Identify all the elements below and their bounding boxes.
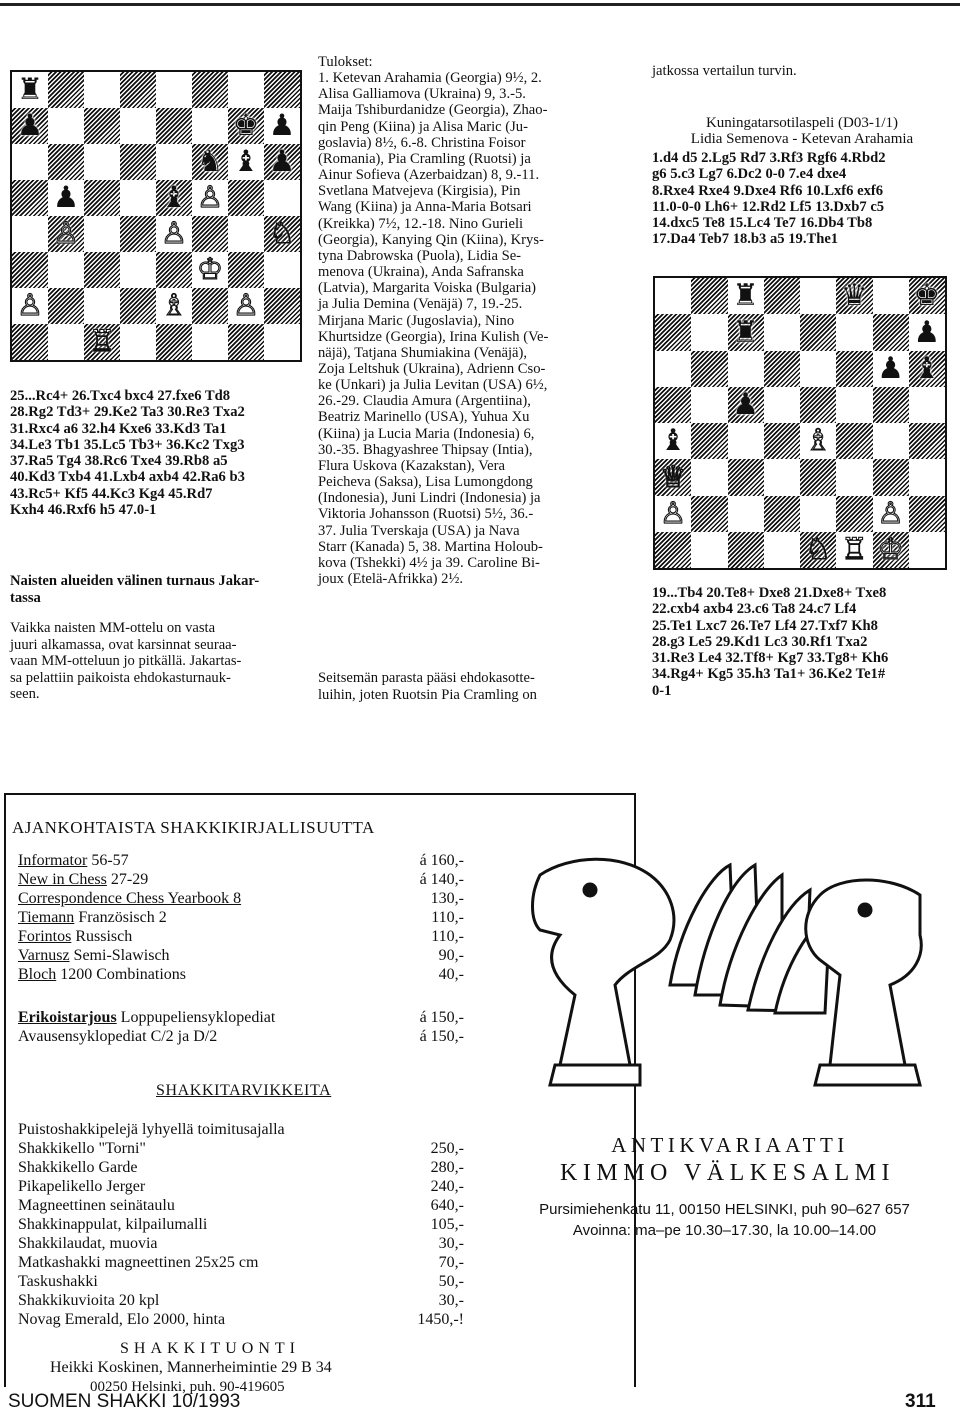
- book-price: 90,-: [438, 947, 464, 964]
- white-knight-icon: ♘: [804, 532, 832, 568]
- move-line: 14.dxc5 Te8 15.Lc4 Te7 16.Db4 Tb8: [652, 215, 873, 232]
- board-square: [264, 324, 300, 360]
- white-pawn-icon: ♙: [659, 495, 687, 531]
- board-square: [12, 252, 48, 288]
- board-square: [691, 496, 727, 532]
- board-square: [728, 423, 764, 459]
- board-square: [156, 288, 192, 324]
- body-line: sa pelattiin paikoista ehdokasturnauk-: [10, 669, 231, 686]
- closing-line: Seitsemän parasta pääsi ehdokasotte-: [318, 670, 535, 686]
- board-square: [48, 144, 84, 180]
- move-line: 28.g3 Le5 29.Kd1 Lc3 30.Rf1 Txa2: [652, 633, 868, 650]
- body-line: seen.: [10, 686, 40, 703]
- move-line: 19...Tb4 20.Te8+ Dxe8 21.Dxe8+ Txe8: [652, 585, 887, 601]
- move-line: 40.Kd3 Txb4 41.Lxb4 axb4 42.Ra6 b3: [10, 469, 245, 486]
- results-line: Starr (Kanada) 5, 38. Martina Holoub-: [318, 538, 543, 555]
- antikvariaatti-owner: KIMMO VÄLKESALMI: [560, 1160, 895, 1186]
- board-square: [800, 278, 836, 314]
- board-square: [120, 252, 156, 288]
- move-line: 43.Rc5+ Kf5 44.Kc3 Kg4 45.Rd7: [10, 485, 213, 502]
- board-square: [764, 532, 800, 568]
- board-square: [48, 180, 84, 216]
- book-price: 40,-: [438, 966, 464, 983]
- encyclo-row: Erikoistarjous Loppupeliensyklopediat: [18, 1009, 276, 1026]
- results-line: 37. Julia Tverskaja (USA) ja Nava: [318, 522, 520, 539]
- black-bishop-icon: ♝: [232, 144, 260, 179]
- results-line: (Georgia), Kanying Qin (Kiina), Krys-: [318, 231, 544, 248]
- move-line: 22.cxb4 axb4 23.c6 Ta8 24.c7 Lf4: [652, 601, 857, 618]
- board-square: [873, 423, 909, 459]
- board-square: [836, 314, 872, 350]
- black-rook-icon: ♜: [732, 314, 759, 350]
- board-square: [728, 278, 764, 314]
- black-rook-icon: ♜: [16, 72, 44, 107]
- board-square: [156, 144, 192, 180]
- board-square: [228, 324, 264, 360]
- book-price: á 160,-: [419, 852, 464, 869]
- game-players: Lidia Semenova - Ketevan Arahamia: [690, 131, 914, 148]
- board-square: [728, 314, 764, 350]
- equipment-price: 250,-: [430, 1140, 464, 1157]
- move-line: 17.Da4 Teb7 18.b3 a5 19.The1: [652, 231, 839, 248]
- board-square: [12, 72, 48, 108]
- book-row: Informator 56-57: [18, 852, 129, 869]
- journal-name: SUOMEN SHAKKI 10/1993: [8, 1391, 241, 1412]
- results-line: 30.-35. Bhagyashree Thipsay (Intia),: [318, 441, 533, 458]
- equipment-row: Shakkikuvioita 20 kpl: [18, 1292, 160, 1309]
- white-king-icon: ♔: [196, 252, 224, 287]
- board-square: [800, 351, 836, 387]
- white-king-icon: ♔: [877, 532, 904, 568]
- closing-paragraph: [318, 670, 632, 703]
- shop-title: SHAKKITUONTI: [120, 1340, 300, 1357]
- white-pawn-icon: ♙: [160, 216, 188, 251]
- board-square: [691, 387, 727, 423]
- board-square: [764, 387, 800, 423]
- white-rook-icon: ♖: [88, 324, 116, 359]
- board-square: [691, 314, 727, 350]
- white-bishop-icon: ♗: [804, 423, 832, 459]
- board-square: [655, 423, 691, 459]
- move-line: 1.d4 d5 2.Lg5 Rd7 3.Rf3 Rgf6 4.Rbd2: [652, 150, 886, 166]
- black-pawn-icon: ♟: [16, 108, 44, 143]
- results-line: Peicheva (Saksa), Lisa Lumongdong: [318, 474, 533, 491]
- black-pawn-icon: ♟: [268, 108, 296, 143]
- results-line: qin Peng (Kiina) ja Alisa Maric (Ju-: [318, 118, 528, 135]
- equipment-price: 30,-: [438, 1235, 464, 1252]
- white-pawn-icon: ♙: [196, 180, 224, 215]
- board-square: [84, 288, 120, 324]
- antikvariaatti-hours: Avoinna: ma–pe 10.30–17.30, la 10.00–14.00: [572, 1222, 877, 1239]
- board-square: [264, 72, 300, 108]
- encyclo-price: á 150,-: [419, 1009, 464, 1026]
- board-square: [192, 180, 228, 216]
- equipment-row: Shakkinappulat, kilpailumalli: [18, 1216, 208, 1233]
- move-line: Kxh4 46.Rxf6 h5 47.0-1: [10, 502, 157, 519]
- board-square: [228, 108, 264, 144]
- equipment-price: 50,-: [438, 1273, 464, 1290]
- heading-line: Naisten alueiden välinen turnaus Jakar-: [10, 573, 260, 589]
- board-square: [192, 108, 228, 144]
- board-square: [156, 216, 192, 252]
- board-square: [156, 180, 192, 216]
- board-square: [764, 496, 800, 532]
- board-square: [264, 288, 300, 324]
- equipment-row: Novag Emerald, Elo 2000, hinta: [18, 1311, 226, 1328]
- board-square: [12, 216, 48, 252]
- board-square: [264, 144, 300, 180]
- book-row: New in Chess 27-29: [18, 871, 149, 888]
- board-square: [691, 278, 727, 314]
- board-square: [120, 324, 156, 360]
- shop-phone: 00250 Helsinki, puh. 90-419605: [90, 1379, 285, 1395]
- equipment-row: Shakkikello Garde: [18, 1159, 138, 1176]
- top-rule: [0, 3, 960, 6]
- results-line: Maija Tshiburdanidze (Georgia), Zhao-: [318, 102, 548, 119]
- board-square: [728, 351, 764, 387]
- black-pawn-icon: ♟: [268, 144, 296, 179]
- board-square: [264, 180, 300, 216]
- results-line: näjä), Tatjana Shumiakina (Venäjä),: [318, 344, 528, 361]
- white-queen-icon: ♕: [659, 459, 687, 495]
- board-square: [48, 288, 84, 324]
- body-line: vaan MM-otteluun jo pitkällä. Jakartas-: [10, 653, 242, 670]
- results-line: (Kreikka) 7½, 12.-18. Nino Gurieli: [318, 215, 524, 232]
- board-square: [655, 314, 691, 350]
- board-square: [156, 72, 192, 108]
- results-line: Beatriz Marinello (USA), Yuhua Xu: [318, 409, 530, 426]
- board-square: [12, 108, 48, 144]
- book-price: á 140,-: [419, 871, 464, 888]
- intro-paragraph: [10, 620, 310, 703]
- board-square: [728, 387, 764, 423]
- move-line: 34.Rg4+ Kg5 35.h3 Ta1+ 36.Ke2 Te1#: [652, 666, 886, 683]
- game-title: [652, 115, 952, 147]
- book-row: Bloch 1200 Combinations: [18, 966, 186, 983]
- book-price: 110,-: [431, 909, 464, 926]
- board-square: [655, 496, 691, 532]
- board-square: [909, 314, 945, 350]
- white-pawn-icon: ♙: [232, 288, 260, 323]
- board-square: [120, 72, 156, 108]
- closing-line: luihin, joten Ruotsin Pia Cramling on: [318, 686, 537, 703]
- black-pawn-icon: ♟: [52, 180, 80, 215]
- book-price: 110,-: [431, 928, 464, 945]
- board-square: [192, 288, 228, 324]
- board-square: [12, 144, 48, 180]
- book-row: Varnusz Semi-Slawisch: [18, 947, 170, 964]
- white-pawn-icon: ♙: [16, 288, 44, 323]
- board-square: [691, 423, 727, 459]
- board-square: [192, 144, 228, 180]
- board-square: [655, 278, 691, 314]
- board-square: [836, 351, 872, 387]
- board-square: [764, 459, 800, 495]
- board-square: [800, 423, 836, 459]
- results-line: Zoja Leltshuk (Ukraina), Adrienn Cso-: [318, 360, 546, 377]
- results-line: Svetlana Matvejeva (Kirgisia), Pin: [318, 183, 521, 200]
- board-square: [909, 459, 945, 495]
- knight-left-icon: [533, 859, 674, 1085]
- results-line: menova (Ukraina), Anda Safranska: [318, 264, 524, 281]
- results-line: Khurtsidze (Georgia), Irina Kulish (Ve-: [318, 328, 549, 345]
- board-square: [800, 496, 836, 532]
- results-line: tyna Dabrowska (Puola), Lidia Se-: [318, 247, 522, 264]
- board-square: [728, 496, 764, 532]
- results-line: kova (Tshekki) 4½ ja 39. Caroline Bi-: [318, 554, 540, 571]
- chess-pieces-illustration: [520, 835, 940, 1120]
- board-square: [836, 532, 872, 568]
- board-square: [764, 351, 800, 387]
- results-line: 1. Ketevan Arahamia (Georgia) 9½, 2.: [318, 70, 542, 87]
- equipment-row: Shakkikello "Torni": [18, 1140, 146, 1157]
- move-line: 8.Rxe4 Rxe4 9.Dxe4 Rf6 10.Lxf6 exf6: [652, 182, 884, 199]
- board-square: [728, 532, 764, 568]
- move-line: 25...Rc4+ 26.Txc4 bxc4 27.fxe6 Td8: [10, 388, 231, 404]
- game-moves-2: [652, 150, 957, 248]
- equipment-title: SHAKKITARVIKKEITA: [156, 1082, 332, 1099]
- white-pawn-icon: ♙: [52, 216, 80, 251]
- book-row: Tiemann Französisch 2: [18, 909, 167, 926]
- equipment-row: Magneettinen seinätaulu: [18, 1197, 175, 1214]
- black-king-icon: ♚: [232, 108, 260, 143]
- board-square: [836, 423, 872, 459]
- board-square: [48, 252, 84, 288]
- board-square: [655, 532, 691, 568]
- move-line: 28.Rg2 Td3+ 29.Ke2 Ta3 30.Re3 Txa2: [10, 404, 245, 421]
- board-square: [764, 314, 800, 350]
- board-square: [728, 459, 764, 495]
- results-line: Tulokset:: [318, 54, 373, 70]
- board-square: [84, 252, 120, 288]
- board-square: [156, 252, 192, 288]
- antikvariaatti-title: ANTIKVARIAATTI: [611, 1133, 849, 1157]
- equipment-row: Shakkilaudat, muovia: [18, 1235, 158, 1252]
- results-line: Flura Uskova (Kazakstan), Vera: [318, 457, 505, 474]
- white-bishop-icon: ♗: [160, 288, 188, 323]
- board-square: [192, 72, 228, 108]
- black-queen-icon: ♛: [841, 278, 868, 314]
- board-square: [48, 72, 84, 108]
- board-square: [84, 108, 120, 144]
- body-line: Vaikka naisten MM-ottelu on vasta: [10, 620, 216, 636]
- board-square: [228, 252, 264, 288]
- heading-line: tassa: [10, 589, 41, 606]
- results-line: joux (Etelä-Afrikka) 2½.: [318, 571, 464, 587]
- equipment-row: Puistoshakkipelejä lyhyellä toimitusajalla: [18, 1121, 285, 1138]
- board-square: [691, 351, 727, 387]
- results-line: Mirjana Maric (Jugoslavia), Nino: [318, 312, 515, 329]
- board-square: [764, 423, 800, 459]
- move-line: 34.Le3 Tb1 35.Lc5 Tb3+ 36.Kc2 Txg3: [10, 436, 245, 453]
- board-square: [12, 324, 48, 360]
- move-line: 31.Re3 Le4 32.Tf8+ Kg7 33.Tg8+ Kh6: [652, 650, 889, 667]
- board-square: [691, 459, 727, 495]
- board-square: [264, 216, 300, 252]
- board-square: [228, 216, 264, 252]
- move-line: 25.Te1 Lxc7 26.Te7 Lf4 27.Txf7 Kh8: [652, 617, 878, 634]
- encyclo-price: á 150,-: [419, 1028, 464, 1045]
- board-square: [909, 387, 945, 423]
- black-bishop-icon: ♝: [659, 423, 687, 459]
- board-square: [836, 387, 872, 423]
- board-square: [84, 144, 120, 180]
- board-square: [84, 72, 120, 108]
- equipment-price: 1450,-!: [417, 1311, 464, 1328]
- move-line: 37.Ra5 Tg4 38.Rc6 Txe4 39.Rb8 a5: [10, 453, 228, 470]
- board-square: [228, 180, 264, 216]
- equipment-row: Pikapelikello Jerger: [18, 1178, 146, 1195]
- board-square: [655, 459, 691, 495]
- antikvariaatti-address: Pursimiehenkatu 11, 00150 HELSINKI, puh 90–627 657: [539, 1201, 910, 1218]
- black-rook-icon: ♜: [732, 278, 759, 314]
- move-line: 11.0-0-0 Lh6+ 12.Rd2 Lf5 13.Dxb7 c5: [652, 198, 885, 215]
- board-square: [800, 387, 836, 423]
- game-moves-3: [652, 585, 957, 699]
- board-square: [909, 351, 945, 387]
- results-line: Ainur Sofieva (Azerbaidzan) 8, 9.-11.: [318, 167, 540, 184]
- board-square: [156, 108, 192, 144]
- board-square: [873, 314, 909, 350]
- encyclo-row: Avausensyklopediat C/2 ja D/2: [18, 1028, 218, 1045]
- results-line: 26.-29. Claudia Amura (Argentiina),: [318, 393, 531, 410]
- board-square: [873, 532, 909, 568]
- section-heading: [10, 573, 310, 606]
- results-line: (Romania), Pia Cramling (Ruotsi) ja: [318, 150, 531, 167]
- board-square: [800, 532, 836, 568]
- equipment-price: 240,-: [430, 1178, 464, 1195]
- board-square: [12, 180, 48, 216]
- game-moves-1: [10, 388, 310, 518]
- board-square: [836, 459, 872, 495]
- board-square: [264, 108, 300, 144]
- board-square: [120, 144, 156, 180]
- move-line: 0-1: [652, 682, 672, 699]
- board-square: [800, 459, 836, 495]
- results-line: (Latvia), Margarita Voiska (Bulgaria): [318, 280, 537, 297]
- board-square: [836, 278, 872, 314]
- board-square: [156, 324, 192, 360]
- board-square: [764, 278, 800, 314]
- shop-address: Heikki Koskinen, Mannerheimintie 29 B 34: [50, 1359, 332, 1376]
- board-square: [228, 72, 264, 108]
- equipment-price: 30,-: [438, 1292, 464, 1309]
- board-square: [655, 351, 691, 387]
- move-line: 31.Rxc4 a6 32.h4 Kxe6 33.Kd3 Ta1: [10, 420, 227, 437]
- results-line: ke (Unkari) ja Julia Levitan (USA) 6½,: [318, 377, 548, 394]
- white-knight-icon: ♘: [268, 216, 296, 251]
- results-line: Viktoria Johansson (Ruotsi) 5½, 36.-: [318, 506, 534, 523]
- board-square: [909, 278, 945, 314]
- results-line: Wang (Kiina) ja Anna-Maria Botsari: [318, 199, 532, 216]
- chess-diagram-2: [653, 276, 947, 570]
- white-pawn-icon: ♙: [877, 495, 904, 531]
- board-square: [264, 252, 300, 288]
- board-square: [192, 252, 228, 288]
- board-square: [873, 459, 909, 495]
- board-square: [909, 496, 945, 532]
- board-square: [120, 216, 156, 252]
- board-square: [12, 288, 48, 324]
- equipment-price: 105,-: [430, 1216, 464, 1233]
- board-square: [836, 496, 872, 532]
- book-price: 130,-: [430, 890, 464, 907]
- black-king-icon: ♚: [913, 278, 941, 314]
- board-square: [192, 324, 228, 360]
- results-line: (Kiina) ja Lucia Maria (Indonesia) 6,: [318, 425, 535, 442]
- black-bishop-icon: ♝: [913, 350, 941, 386]
- board-square: [873, 387, 909, 423]
- board-square: [48, 324, 84, 360]
- black-pawn-icon: ♟: [877, 350, 904, 386]
- equipment-price: 280,-: [430, 1159, 464, 1176]
- board-square: [120, 180, 156, 216]
- board-square: [84, 216, 120, 252]
- board-square: [909, 423, 945, 459]
- equipment-price: 640,-: [430, 1197, 464, 1214]
- board-square: [48, 216, 84, 252]
- results-line: goslavia) 8½, 6.-8. Christina Foisor: [318, 134, 526, 151]
- board-square: [120, 108, 156, 144]
- white-rook-icon: ♖: [841, 532, 868, 568]
- board-square: [691, 532, 727, 568]
- chess-diagram-1: [10, 70, 302, 362]
- col3-intro: jatkossa vertailun turvin.: [652, 63, 797, 79]
- black-pawn-icon: ♟: [732, 387, 759, 423]
- book-row: Forintos Russisch: [18, 928, 133, 945]
- equipment-row: Taskushakki: [18, 1273, 98, 1290]
- board-square: [873, 496, 909, 532]
- black-knight-icon: ♞: [196, 144, 224, 179]
- board-square: [909, 532, 945, 568]
- board-square: [192, 216, 228, 252]
- page-number: 311: [905, 1391, 936, 1412]
- book-row: Correspondence Chess Yearbook 8: [18, 890, 242, 907]
- board-square: [84, 180, 120, 216]
- results-line: Alisa Galliamova (Ukraina) 9, 3.-5.: [318, 86, 526, 103]
- board-square: [228, 144, 264, 180]
- board-square: [800, 314, 836, 350]
- results-line: ja Julia Demina (Venäjä) 7, 19.-25.: [318, 296, 523, 313]
- black-bishop-icon: ♝: [160, 180, 188, 215]
- results-line: (Indonesia), Juni Lindri (Indonesia) ja: [318, 490, 541, 507]
- board-square: [873, 278, 909, 314]
- board-square: [228, 288, 264, 324]
- board-square: [873, 351, 909, 387]
- board-square: [48, 108, 84, 144]
- move-line: g6 5.c3 Lg7 6.Dc2 0-0 7.e4 dxe4: [652, 166, 847, 183]
- game-opening: Kuningatarsotilaspeli (D03-1/1): [705, 115, 899, 131]
- black-pawn-icon: ♟: [913, 314, 941, 350]
- body-line: juuri alkamassa, ovat karsinnat seuraa-: [10, 636, 237, 653]
- board-square: [655, 387, 691, 423]
- equipment-row: Matkashakki magneettinen 25x25 cm: [18, 1254, 259, 1271]
- results-text: [318, 54, 632, 587]
- board-square: [120, 288, 156, 324]
- advert-title: AJANKOHTAISTA SHAKKIKIRJALLISUUTTA: [12, 818, 375, 837]
- equipment-price: 70,-: [438, 1254, 464, 1271]
- board-square: [84, 324, 120, 360]
